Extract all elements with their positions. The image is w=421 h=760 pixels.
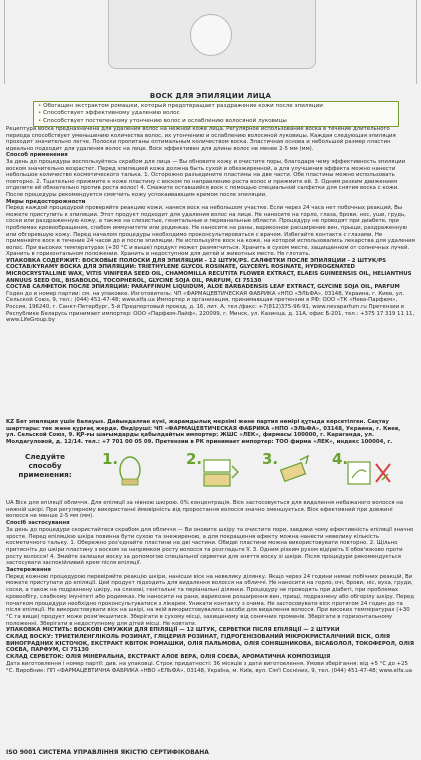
wipe-and-warning-icon: [346, 452, 406, 496]
ru-caution-heading: Меры предосторожности: [6, 198, 86, 205]
ru-intro: Рецептура воска предназначена для удаления волос на нежной коже лица. Регулярное использование воска в течение длительного периода способствует уменьшению количества волос, их утончению и ослаблению волосяной луковицы. Каждая следующая эпиляция проходит значительно легче. Полоски пропитаны оптимальным количеством воска. Эластичная основа и небольшой размер пластин идеально подходит для удаления волос на лице. Воск эффективен для длины волос не менее 2-5 мм (мм).: [6, 126, 396, 152]
ru-method: За день до процедуры воспользуйтесь скрабом для лица — Вы обновите кожу и очистите поры, благодаря чему эффективность эпиляции воском значительно возрастет. Перед эпиляцией кожа должна быть сухой и обезжиренной, а для улучшения эффекта можно нанести небольшое количество косметического талька. 1. Осторожно разъедините пластины на две части. Обе пластины можно использовать повторно. 2. Тщательно прижмите к коже пластину с воском по направлению роста волос и прижмите её. 3. Одним резким движением отделите её обязательно против роста волос! 4. Смажите оставшийся воск с помощью специальной салфетки для снятия воска с кожи. После процедуры рекомендуется смягчить кожу успокаивающим кремом после эпиляции.: [6, 158, 406, 198]
ua-caution: Перед кожною процедурою перевіряйте реакцію шкіри, нанісши віск на невелику ділянку. Якщо через 24 години немає побічних реакцій, Ви можете приступати до епіляції. Цей продукт підходить для видалення волосся на обличчі. Не наносити на горло, очі, брови, ніс, вуха, груди, соски, а також на подразнену шкіру, на слизові, генітальні та періанальні ділянки. Процедуру не проводять при діабеті, при проблемах кровообігу, слабкому імунітеті або родимках. Не наносити на рани, варикозне розширення вен, прищі, подразнену або обгорілу шкіру. Перед початком процедури необхідно проконсультуватися з лікарем. Уникати контакту з очима. Не застосовувати віск протягом 24 годин до та після епіляції. Не використовувати віск на шкірі, на якій використовувались засоби для видалення волосся. При високих температурах (+30 °C та вище) продукт може розм'якшитися. Зберігати в сухому місці, захищеному від сонячних променів. Зберігати в горизонтальному положенні. Зберігати в недоступному для дітей місці. Не ковтати.: [6, 573, 414, 627]
strip-apply-icon: [200, 452, 244, 496]
step-3: [262, 450, 306, 494]
ru-caution: Перед каждой процедурой проверяйте реакцию кожи, нанеся воск на небольшом участке. Если через 24 часа нет побочных реакций, Вы можете приступить к эпиляции. Этот продукт подходит для удаления волос на лице. Не наносите на горло, глаза, брови, нос, уши, грудь, соски или раздраженную кожу, а также на слизистые, генитальные и перианальные области. Процедуру не проводят при диабете, при проблемах кровообращения, слабом иммунитете или родинках. Не наносите на раны, варикозное расширение вен, прыщи, раздраженную или обгоревшую кожу. Перед началом процедуры необходимо проконсультироваться с врачом. Избегайте контакта с глазами. Не применяйте воск в течение 24 часов до и после эпиляции. Не используйте воск на коже, на которой использовались лекарства для удаления волос. При высоких температурах (+30 °C и выше) продукт может размягчиться. Хранить в сухом месте, защищенном от солнечных лучей. Хранить в горизонтальном положении. Хранить в недоступном для детей и животных месте. Не глотать.: [6, 205, 415, 258]
step-number: 3.: [262, 450, 279, 468]
ru-method-heading: Способ применения: [6, 152, 68, 159]
ua-package-contents: УПАКОВКА МІСТИТЬ: ВОСКОВІ СМУЖКИ ДЛЯ ЕПІЛЯЦІЇ — 12 ШТУК, СЕРВЕТКИ ПІСЛЯ ЕПІЛЯЦІЇ — 2 ШТУКИ: [6, 627, 340, 634]
step-number: 4.: [332, 450, 349, 468]
ru-wipes-composition: СОСТАВ САЛФЕТОК ПОСЛЕ ЭПИЛЯЦИИ: PARAFFINUM LIQUIDUM, ALOE BARBADENSIS LEAF EXTRACT, GLYCINE SOJA OIL, PARFUM: [6, 284, 400, 291]
benefit-item: • Способствует постепенному утончению волос и ослаблению волосяной луковицы: [38, 118, 394, 125]
kz-md-section: [6, 419, 411, 445]
step-4: [332, 450, 376, 494]
benefits-box: [33, 101, 399, 127]
benefit-item: • Обогащен экстрактом ромашки, который предотвращает раздражение кожи после эпиляции: [38, 103, 394, 110]
ru-manufacturer-info: Годен до и номер партии: см. на упаковке. Изготовитель: ЧП «ФАРМАЦЕВТИЧЕСКАЯ ФАБРИКА «НПО «ЭЛЬФА», 03148, Украина, г. Киев, ул. Сельской Союз, 9, тел.: (044) 451-47-48; www.elfa.ua Импортер и организация, принимающая претензии в РФ: ООО «ТК «Нева-Парфюм», Россия, 196240, г. Санкт-Петербург, 5-й Предпортовый проезд, д. 16, лит. А, тел./факс: +7(812)375-96-91, www.nevaparfum.ru Претензии в Республике Беларусь принимает импортер: ООО «Парфюм-Лайф», 220099, г. Минск, ул. Казинца, д. 11А, офис Б-201, тел.: +375 17 319 11 11, www.LifeGroup.by: [6, 290, 415, 324]
ua-wipes-composition: СКЛАД СЕРВЕТОК: ОЛІЯ МІНЕРАЛЬНА, ЕКСТРАКТ АЛОЕ ВЕРА, ОЛІЯ СОЄВА, АРОМАТИЧНА КОМПОЗИЦІЯ: [6, 654, 331, 661]
ru-section: [6, 126, 415, 416]
die-cut-line: [416, 0, 417, 84]
iso-certification: ISO 9001 СИСТЕМА УПРАВЛІННЯ ЯКІСТЮ СЕРТИФІКОВАНА: [6, 749, 209, 756]
ua-method: За день до процедури скористайтеся скрабом для обличчя — Ви оновите шкіру та очистите пори, завдяки чому ефективність епіляції значно зросте. Перед епіляцією шкіра повинна бути сухою та знежиреною, а для покращення ефекту можна нанести невелику кількість косметичного тальку. 1. Обережно роз'єднайте пластини на дві частини. Обидві пластини можна використовувати повторно. 2. Щільно притисніть до шкіри пластину з воском за напрямком росту волосся та розгладьте її. 3. Одним різким рухом відірвіть її обов'язково проти росту волосся! 4. Змийте залишки воску за допомогою спеціальної серветки для зняття воску зі шкіри. Після процедури рекомендується застосувати заспокійливий крем після епіляції.: [6, 526, 414, 567]
ua-manufacturer-info: Дата виготовлення і номер партії: див. на упаковці. Строк придатності: 36 місяців з дати виготовлення. Умови зберігання: від +5 °С до +25 °С. Виробник: ПП «ФАРМАЦЕВТИЧНА ФАБРИКА «НВО «ЕЛЬФА», 03148, Україна, м. Київ, вул. Сім'ї Сосніних, 9, тел. (044) 451-47-48; www.elfa.ua: [6, 660, 412, 674]
benefit-item: • Способствует эффективному удалению волос: [38, 110, 394, 117]
step-number: 2.: [186, 450, 203, 468]
steps-label: Следуйте способу применения:: [18, 452, 72, 479]
face-wax-icon: [116, 452, 160, 496]
ua-section: [6, 500, 415, 748]
usage-steps: [10, 448, 415, 498]
ua-intro: UA Віск для епіляції обличчя. Для епіляції за нівною шкірою. 0% концентрація. Віск застосовується для видалення небажаного волосся на нижній шкірі. При регулярному використанні ймовірність від проростання волосся значно зменшується. Віск ефективний при довжині волосся не менше 2-5 мм (мм).: [6, 500, 404, 520]
step-number: 1.: [102, 450, 119, 468]
product-title: ВОСК ДЛЯ ЭПИЛЯЦИИ ЛИЦА: [149, 92, 272, 100]
step-1: [102, 450, 146, 494]
step-2: [186, 450, 230, 494]
die-cut-line: [4, 0, 5, 84]
ua-caution-heading: Застереження: [6, 567, 51, 574]
strip-pull-icon: [276, 452, 320, 496]
kz-text: KZ Бет эпиляция үшін балауыз. Дайындалған күні, жарамдылық мерзімі және партия нөмірі құтыда көрсетілген. Сақтау шарттары: төк және құрғақ жерде. Өндіруші: ЧП «ФАРМАЦЕВТИЧЕСКАЯ ФАБРИКА «НПО «ЭЛЬФА», 03148, Украина, г. Киев, ул. Сельской Союз, 9. ҚР-ғы шағымдарды қабылдайтын импортер: ЖШС «ЛЕК», фирмасы 100000, г. Караганда, ул. Молдагуловой, д. 12/14. тел.: +7 701 00 05 09. Претензии в РК принимает импортер: ТОО фирма «ЛЕК», индекс 100004, г.: [6, 419, 401, 445]
ua-method-heading: Спосіб застосування: [6, 520, 70, 527]
ua-composition: СКЛАД ВОСКУ: ТРИЕТИЛЕНГЛІКОЛЬ РОЗИНАТ, ГЛІЦЕРИЛ РОЗИНАТ, ГІДРОГЕНІЗОВАНИЙ МІКРОКРИСТАЛІЧНИЙ ВІСК, ОЛІЯ ВИНОГРАДНИХ КІСТОЧОК, ЕКСТРАКТ КВІТОК РОМАШКИ, ОЛІЯ ПАЛЬМОВА, ОЛІЯ СОНЯШНИКОВА, БІСАБОЛОЛ, ТОКОФЕРОЛ, ОЛІЯ СОЄВА, ПАРФУМ, CI 75130: [6, 634, 414, 654]
ru-composition: СОСТАВ/KYRAMY ВОСКА ДЛЯ ЭПИЛЯЦИИ: TRIETHYLENE GLYCOL ROSINATE, GLYCERYL ROSINATE, HYDROGENATED MICROCRYSTALLINE WAX, VITIS VINIFERA SEED OIL, CHAMOMILLA RECUTITA FLOWER EXTRACT, ELAEIS GUINEENSIS OIL, HELIANTHUS ANNUUS SEED OIL, BISABOLOL, TOCOPHEROL, GLYCINE SOJA OIL, PARFUM, CI 75130: [6, 264, 412, 284]
ru-package-contents: УПАКОВКА СОДЕРЖИТ: ВОСКОВЫЕ ПОЛОСКИ ДЛЯ ЭПИЛЯЦИИ - 12 ШТУК/PS. САЛФЕТКИ ПОСЛЕ ЭПИЛЯЦИИ - 2 ШТУК/PS: [6, 257, 387, 264]
hanger-hole: [190, 14, 232, 56]
